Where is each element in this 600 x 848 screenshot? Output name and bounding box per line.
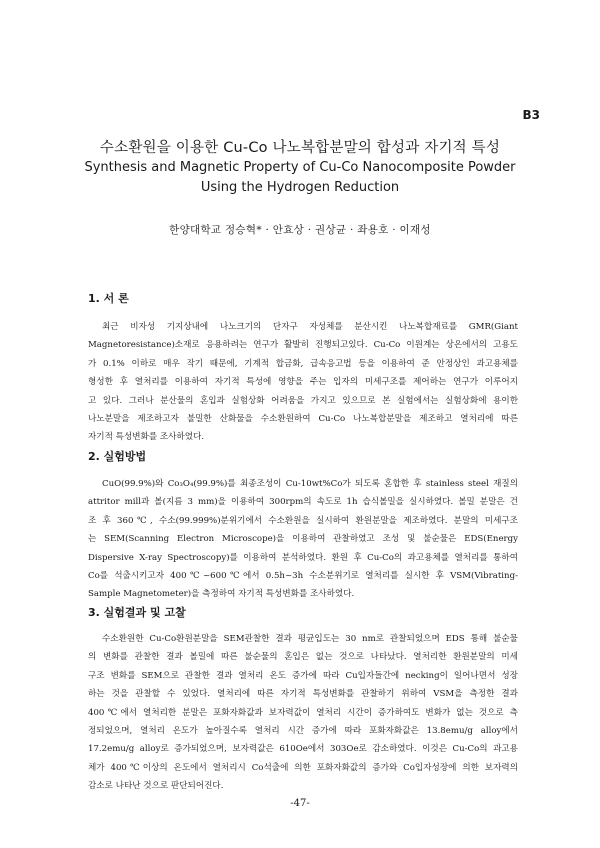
- text-line: 자기적 특성변화를 조사하였다.: [88, 432, 205, 443]
- text-line: 체가 400℃이상의 온도에서 열처리시 Co석출에 의한 포화자화값의 증가와 Co입자성장에 의한 보자력의: [88, 762, 518, 773]
- text-line: Magnetoresistance)소재로 응용하려는 연구가 활발히 진행되고있다. Cu-Co 이원계는 상온에서의 고용도: [88, 340, 518, 351]
- text-line: 17.2emu/g alloy로 증가되었으며, 보자력값은 610Oe에서 303Oe로 감소하였다. 이것은 Cu-Co의 과고용: [88, 744, 518, 755]
- text-line: 감소로 나타난 것으로 판단되어진다.: [88, 781, 224, 792]
- text-line: 구조 변화를 SEM으로 관찰한 결과 열처리 온도 증가에 따라 Cu입자들간에 necking이 일어나면서 성장: [88, 670, 518, 681]
- text-line: 하는 것을 관찰할 수 있었다. 열처리에 따른 자기적 특성변화를 관찰하기 위하여 VSM을 측정한 결과: [88, 689, 518, 700]
- text-line: 최근 비자성 기지상내에 나노크기의 단자구 자성체를 분산시킨 나노복합재료를 GMR(Giant: [102, 322, 518, 332]
- title-korean: 수소환원을 이용한 Cu-Co 나노복합분말의 합성과 자기적 특성: [99, 140, 501, 156]
- text-line: 나노분말을 제조하고자 불밀한 산화물을 수소환원하여 Cu-Co 나노복합분말을 제조하고 열처리에 따른: [88, 414, 518, 425]
- text-line: 고 있다. 그러나 분산물의 혼입과 실험상화 어려움을 가지고 있으므로 본 실험에서는 실험상화에 용이한: [88, 395, 518, 406]
- text-line: CuO(99.9%)와 Co₃O₄(99.9%)를 최종조성이 Cu-10wt%Co가 되도록 혼합한 후 stainless steel 재질의: [102, 479, 518, 489]
- text-line: Dispersive X-ray Spectroscopy)를 이용하여 분석하였다. 환원 후 Cu-Co의 과고용체를 열처리를 통하여: [88, 552, 518, 563]
- text-line: Sample Magnetometer)을 측정하여 자기적 특성변화를 조사하였다.: [88, 589, 355, 600]
- section-body-methods: [88, 475, 518, 604]
- text-line: Co를 석출시키고자 400℃~600℃에서 0.5h~3h 수소분위기로 열처리를 실시한 후 VSM(Vibrating-: [88, 571, 518, 582]
- session-code: B3: [522, 108, 540, 122]
- section-heading-introduction: 1. 서 론: [88, 292, 129, 305]
- section-body-introduction: [88, 318, 518, 447]
- author-list: 한양대학교 정승혁* · 안효상 · 권상균 · 좌용호 · 이재성: [169, 224, 431, 236]
- section-body-results: [88, 630, 518, 796]
- text-line: 수소환원한 Cu-Co환원분말을 SEM관찰한 결과 평균입도는 30 nm로 관찰되었으며 EDS 통해 불순물: [102, 634, 518, 644]
- section-heading-methods: 2. 실험방법: [88, 450, 147, 463]
- page-number: -47-: [290, 798, 310, 809]
- text-line: 조 후 360℃, 수소(99.999%)분위기에서 수소환원을 실시하여 환원분말을 제조하였다. 분말의 미세구조: [88, 515, 518, 526]
- text-line: 정되었으며, 열처리 온도가 높아질수록 열처리 시간 증가에 따라 포화자화값은 13.8emu/g alloy에서: [88, 726, 518, 737]
- text-line: attritor mill과 볼(지름 3 mm)을 이용하여 300rpm의 속도로 1h 습식볼밀을 실시하였다. 볼밀 분말은 건: [88, 497, 518, 508]
- text-line: 는 SEM(Scanning Electron Microscope)을 이용하여 관찰하였고 조성 및 불순물은 EDS(Energy: [88, 534, 518, 545]
- text-line: 가 0.1% 이하로 매우 작기 때문에, 기계적 합금화, 급속응고법 등을 이용하여 준 안정상인 과고용체를: [88, 358, 518, 369]
- section-heading-results: 3. 실험결과 및 고찰: [88, 606, 186, 619]
- text-line: 형성한 후 열처리를 이용하여 자기적 특성에 영향을 주는 입자의 미세구조를 제어하는 연구가 이루어지: [88, 377, 518, 388]
- title-english-line1: Synthesis and Magnetic Property of Cu-Co Nanocomposite Powder: [84, 160, 516, 175]
- title-english-line2: Using the Hydrogen Reduction: [200, 180, 400, 195]
- text-line: 400℃에서 열처리한 분말은 포화자화값과 보자력값이 열처리 시간이 증가하여도 변화가 없는 것으로 측: [88, 707, 518, 718]
- text-line: 의 변화를 관찰한 결과 볼밀에 따른 불순물의 혼입은 없는 것으로 나타났다. 열처리한 환원분말의 미세: [88, 652, 518, 663]
